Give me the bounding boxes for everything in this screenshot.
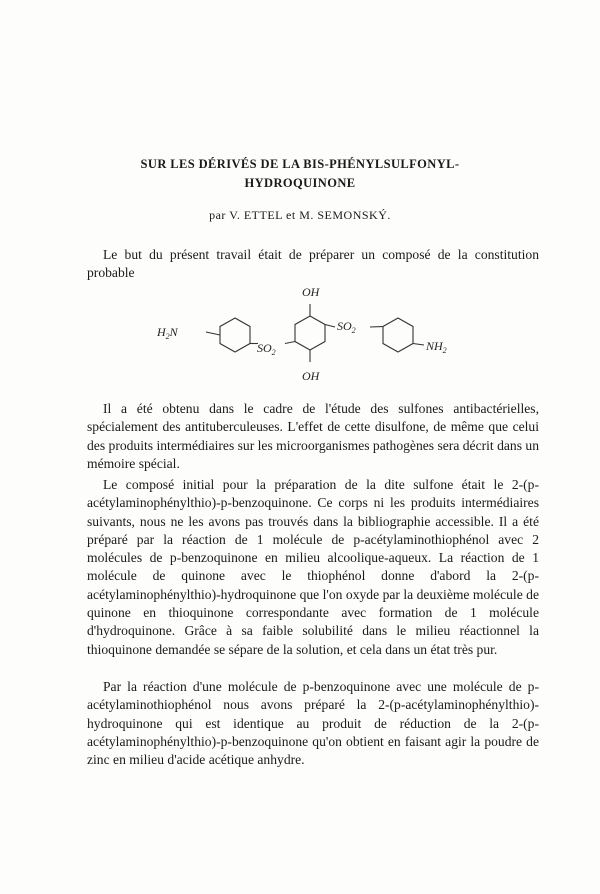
paragraph-reduction: Par la réaction d'une molécule de p-benzoquinone avec une molécule de p-acétylaminothiophénol nous avons préparé la 2-(p-acétylaminophénylthio)-hydroquinone qui est identique au produit de réduction de la 2-(p-acétylaminophénylthio)-p-benzoquinone qu'on obtient en faisant agir la poudre de zinc en milieu d'acide acétique anhydre.: [87, 679, 539, 768]
article-title: [90, 155, 510, 193]
paragraph-context: Il a été obtenu dans le cadre de l'étude des sulfones antibactérielles, spécialement des antituberculeuses. L'effet de cette disulfone, de même que celui des produits intermédiaires sur les microorganismes pathogènes sera décrit dans un mémoire spécial.: [87, 401, 539, 471]
oh-bottom-label: OH: [302, 369, 320, 383]
h2n-label: $H_2N$: [157, 325, 178, 341]
oh-top-label: OH: [302, 285, 320, 299]
nh2-label: $NH_2$: [426, 339, 447, 355]
title-line-2: HYDROQUINONE: [244, 176, 356, 190]
paragraph-preparation: Le composé initial pour la préparation de la dite sulfone était le 2-(p-acétylaminophénylthio)-p-benzoquinone. Ce corps ni les produits intermédiaires suivants, nous ne les avons pas trouvés dans la bibliographie accessible. Il a été préparé par la réaction de 1 molécule de p-acétylaminothiophénol avec 2 molécules de p-benzoquinone en milieu alcoolique-aqueux. La réaction de 1 molécule de quinone avec le thiophénol donne d'abord la 2-(p-acétylaminophénylthio)-hydroquinone que l'on oxyde par la deuxième molécule de quinone en thioquinone correspondante avec formation de 1 molécule d'hydroquinone. Grâce à sa faible solubilité dans le milieu réactionnel la thioquinone demandée se sépare de la solution, et cela dans un état très pur.: [87, 477, 539, 657]
bond-nh2: [413, 344, 424, 346]
so2-right-label: $SO_2$: [337, 319, 356, 335]
bond-h2n: [206, 332, 220, 335]
paragraph-intro: Le but du présent travail était de préparer un composé de la constitution probable: [87, 247, 539, 281]
right-benzene-ring: [383, 318, 413, 352]
authors-line: par V. ETTEL et M. SEMONSKÝ.: [209, 208, 391, 222]
bond-so2-right-a: [325, 325, 335, 328]
bond-so2-right-b: [370, 327, 383, 328]
left-benzene-ring: [220, 318, 250, 352]
title-line-1: SUR LES DÉRIVÉS DE LA BIS-PHÉNYLSULFONYL-: [140, 157, 460, 171]
so2-left-label: $SO_2$: [257, 341, 276, 357]
structure-diagram: [140, 280, 480, 390]
bond-so2-left-b: [285, 342, 295, 344]
center-benzene-ring: [295, 316, 325, 350]
chemical-structure: [140, 280, 480, 390]
